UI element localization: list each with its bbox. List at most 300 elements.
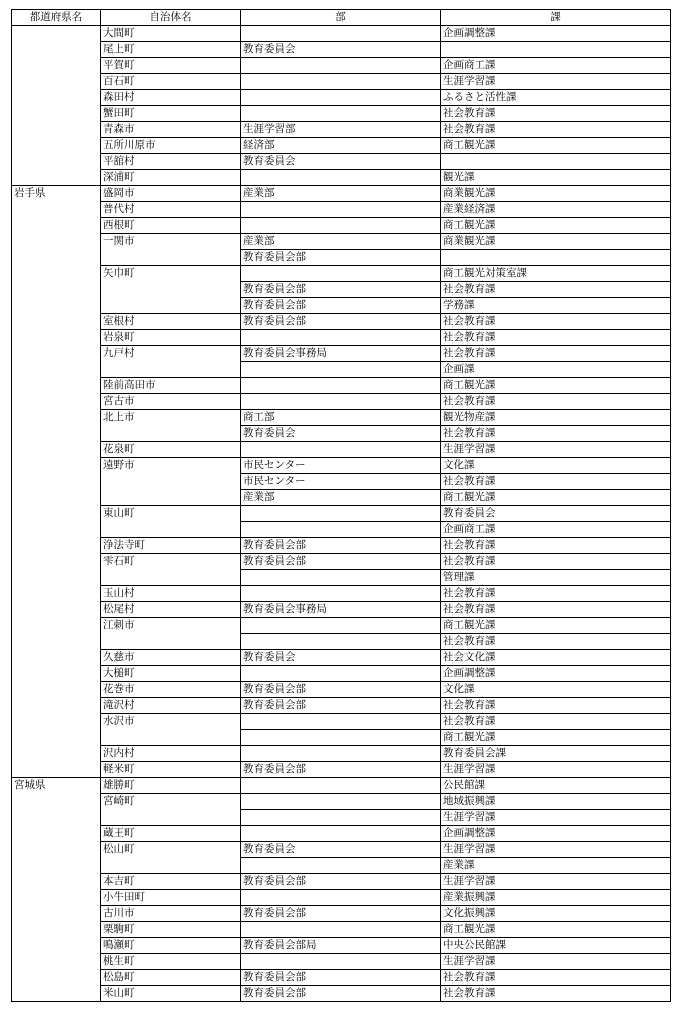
table-row: [12, 586, 671, 602]
section-cell: 社会教育課: [441, 282, 671, 298]
prefecture-cell: [12, 330, 101, 346]
department-cell: 産業部: [241, 490, 441, 506]
municipality-cell: 遠野市: [101, 458, 241, 474]
department-cell: 教育委員会部: [241, 554, 441, 570]
municipality-cell: [101, 522, 241, 538]
section-cell: [441, 42, 671, 58]
municipality-cell: [101, 490, 241, 506]
municipality-cell: 森田村: [101, 90, 241, 106]
section-cell: 企画商工課: [441, 58, 671, 74]
section-cell: 地域振興課: [441, 794, 671, 810]
table-row: [12, 234, 671, 250]
prefecture-cell: [12, 506, 101, 522]
municipality-cell: 尾上町: [101, 42, 241, 58]
prefecture-cell: [12, 570, 101, 586]
department-cell: [241, 266, 441, 282]
prefecture-cell: [12, 346, 101, 362]
section-cell: 商業観光課: [441, 234, 671, 250]
section-cell: 商工観光課: [441, 378, 671, 394]
municipality-cell: 松島町: [101, 970, 241, 986]
department-cell: [241, 634, 441, 650]
section-cell: 企画課: [441, 362, 671, 378]
header-prefecture: 都道府県名: [12, 10, 101, 26]
department-cell: 教育委員会部: [241, 314, 441, 330]
prefecture-cell: [12, 938, 101, 954]
prefecture-cell: [12, 202, 101, 218]
prefecture-cell: [12, 490, 101, 506]
department-cell: [241, 202, 441, 218]
header-section: 課: [441, 10, 671, 26]
table-row: [12, 858, 671, 874]
table-row: [12, 90, 671, 106]
section-cell: 生涯学習課: [441, 874, 671, 890]
prefecture-cell: [12, 602, 101, 618]
municipality-table: [11, 9, 671, 1002]
table-row: [12, 602, 671, 618]
prefecture-cell: [12, 362, 101, 378]
table-row: [12, 314, 671, 330]
municipality-cell: [101, 474, 241, 490]
municipality-cell: 江刺市: [101, 618, 241, 634]
section-cell: 産業経済課: [441, 202, 671, 218]
municipality-cell: [101, 570, 241, 586]
section-cell: 教育委員会課: [441, 746, 671, 762]
prefecture-cell: [12, 858, 101, 874]
municipality-cell: 大間町: [101, 26, 241, 42]
prefecture-cell: [12, 874, 101, 890]
prefecture-cell: [12, 250, 101, 266]
department-cell: [241, 746, 441, 762]
table-row: [12, 74, 671, 90]
department-cell: 教育委員会事務局: [241, 602, 441, 618]
section-cell: 産業課: [441, 858, 671, 874]
department-cell: 市民センター: [241, 458, 441, 474]
prefecture-cell: [12, 826, 101, 842]
municipality-cell: 雄勝町: [101, 778, 241, 794]
table-row: [12, 666, 671, 682]
prefecture-cell: [12, 90, 101, 106]
table-row: [12, 746, 671, 762]
section-cell: 観光物産課: [441, 410, 671, 426]
section-cell: 中央公民館課: [441, 938, 671, 954]
section-cell: 社会教育課: [441, 554, 671, 570]
prefecture-cell: [12, 234, 101, 250]
municipality-cell: 岩泉町: [101, 330, 241, 346]
prefecture-cell: [12, 746, 101, 762]
table-row: [12, 906, 671, 922]
section-cell: 社会教育課: [441, 970, 671, 986]
department-cell: [241, 714, 441, 730]
municipality-cell: 蔵王町: [101, 826, 241, 842]
prefecture-cell: [12, 890, 101, 906]
section-cell: 生涯学習課: [441, 762, 671, 778]
municipality-cell: 松尾村: [101, 602, 241, 618]
table-row: [12, 394, 671, 410]
department-cell: [241, 106, 441, 122]
municipality-cell: 滝沢村: [101, 698, 241, 714]
municipality-cell: [101, 362, 241, 378]
municipality-cell: 五所川原市: [101, 138, 241, 154]
table-row: [12, 346, 671, 362]
prefecture-cell: [12, 538, 101, 554]
section-cell: 社会教育課: [441, 602, 671, 618]
table-row: [12, 634, 671, 650]
section-cell: 生涯学習課: [441, 842, 671, 858]
municipality-cell: 栗駒町: [101, 922, 241, 938]
prefecture-cell: [12, 314, 101, 330]
table-row: [12, 730, 671, 746]
table-row: [12, 698, 671, 714]
prefecture-cell: [12, 954, 101, 970]
table-row: [12, 570, 671, 586]
prefecture-cell: [12, 634, 101, 650]
prefecture-cell: [12, 26, 101, 42]
municipality-cell: 玉山村: [101, 586, 241, 602]
department-cell: 経済部: [241, 138, 441, 154]
section-cell: 生涯学習課: [441, 442, 671, 458]
section-cell: 商工観光課: [441, 138, 671, 154]
department-cell: [241, 522, 441, 538]
section-cell: 文化振興課: [441, 906, 671, 922]
prefecture-cell: [12, 394, 101, 410]
prefecture-cell: [12, 106, 101, 122]
municipality-cell: 蟹田町: [101, 106, 241, 122]
municipality-cell: 大槌町: [101, 666, 241, 682]
department-cell: [241, 954, 441, 970]
header-municipality: 自治体名: [101, 10, 241, 26]
municipality-cell: 沢内村: [101, 746, 241, 762]
prefecture-cell: [12, 282, 101, 298]
department-cell: 教育委員会事務局: [241, 346, 441, 362]
department-cell: 教育委員会部: [241, 298, 441, 314]
table-row: [12, 954, 671, 970]
municipality-cell: 本吉町: [101, 874, 241, 890]
table-row: [12, 826, 671, 842]
section-cell: 商工観光課: [441, 730, 671, 746]
department-cell: 教育委員会部: [241, 874, 441, 890]
department-cell: 教育委員会: [241, 842, 441, 858]
department-cell: [241, 506, 441, 522]
table-row: [12, 266, 671, 282]
table-row: [12, 778, 671, 794]
prefecture-cell: 岩手県: [12, 186, 101, 202]
section-cell: 生涯学習課: [441, 810, 671, 826]
municipality-cell: 矢巾町: [101, 266, 241, 282]
municipality-cell: 雫石町: [101, 554, 241, 570]
department-cell: 教育委員会部: [241, 250, 441, 266]
header-row: [12, 10, 671, 26]
table-row: [12, 170, 671, 186]
department-cell: 教育委員会部: [241, 682, 441, 698]
section-cell: 企画調整課: [441, 826, 671, 842]
department-cell: [241, 74, 441, 90]
department-cell: [241, 442, 441, 458]
municipality-cell: 古川市: [101, 906, 241, 922]
municipality-cell: [101, 858, 241, 874]
municipality-cell: 桃生町: [101, 954, 241, 970]
table-body: [12, 26, 671, 1002]
department-cell: 教育委員会: [241, 154, 441, 170]
municipality-cell: [101, 298, 241, 314]
prefecture-cell: [12, 554, 101, 570]
section-cell: 商工観光課: [441, 922, 671, 938]
prefecture-cell: [12, 810, 101, 826]
section-cell: 企画商工課: [441, 522, 671, 538]
municipality-cell: 東山町: [101, 506, 241, 522]
department-cell: 教育委員会部: [241, 538, 441, 554]
section-cell: 生涯学習課: [441, 74, 671, 90]
prefecture-cell: [12, 154, 101, 170]
municipality-cell: [101, 250, 241, 266]
table-row: [12, 106, 671, 122]
table-row: [12, 490, 671, 506]
prefecture-cell: [12, 170, 101, 186]
prefecture-cell: [12, 922, 101, 938]
municipality-cell: 小牛田町: [101, 890, 241, 906]
table-row: [12, 474, 671, 490]
department-cell: [241, 378, 441, 394]
section-cell: 文化課: [441, 682, 671, 698]
prefecture-cell: [12, 730, 101, 746]
table-row: [12, 426, 671, 442]
department-cell: [241, 730, 441, 746]
table-row: [12, 186, 671, 202]
municipality-cell: 西根町: [101, 218, 241, 234]
department-cell: [241, 794, 441, 810]
prefecture-cell: [12, 682, 101, 698]
prefecture-cell: [12, 618, 101, 634]
prefecture-cell: [12, 986, 101, 1002]
municipality-cell: 花泉町: [101, 442, 241, 458]
prefecture-cell: [12, 906, 101, 922]
table-row: [12, 122, 671, 138]
section-cell: 社会教育課: [441, 714, 671, 730]
table-row: [12, 42, 671, 58]
municipality-cell: 百石町: [101, 74, 241, 90]
section-cell: 企画調整課: [441, 666, 671, 682]
department-cell: 市民センター: [241, 474, 441, 490]
table-row: [12, 618, 671, 634]
prefecture-cell: 宮城県: [12, 778, 101, 794]
municipality-cell: 平賀町: [101, 58, 241, 74]
section-cell: 社会教育課: [441, 698, 671, 714]
department-cell: 教育委員会部: [241, 970, 441, 986]
prefecture-cell: [12, 442, 101, 458]
municipality-cell: 軽米町: [101, 762, 241, 778]
municipality-cell: 宮崎町: [101, 794, 241, 810]
table-row: [12, 890, 671, 906]
municipality-cell: 九戸村: [101, 346, 241, 362]
section-cell: 社会教育課: [441, 330, 671, 346]
table-row: [12, 810, 671, 826]
department-cell: [241, 810, 441, 826]
municipality-cell: 久慈市: [101, 650, 241, 666]
table-row: [12, 362, 671, 378]
table-row: [12, 378, 671, 394]
prefecture-cell: [12, 970, 101, 986]
table-row: [12, 218, 671, 234]
department-cell: [241, 330, 441, 346]
prefecture-cell: [12, 122, 101, 138]
department-cell: [241, 58, 441, 74]
table-row: [12, 138, 671, 154]
section-cell: 社会教育課: [441, 122, 671, 138]
department-cell: [241, 170, 441, 186]
department-cell: [241, 618, 441, 634]
header-department: 部: [241, 10, 441, 26]
prefecture-cell: [12, 714, 101, 730]
prefecture-cell: [12, 474, 101, 490]
prefecture-cell: [12, 74, 101, 90]
department-cell: 教育委員会部: [241, 762, 441, 778]
section-cell: 企画調整課: [441, 26, 671, 42]
section-cell: 管理課: [441, 570, 671, 586]
department-cell: 教育委員会部: [241, 698, 441, 714]
prefecture-cell: [12, 410, 101, 426]
municipality-cell: 盛岡市: [101, 186, 241, 202]
municipality-cell: [101, 730, 241, 746]
section-cell: 教育委員会: [441, 506, 671, 522]
prefecture-cell: [12, 522, 101, 538]
section-cell: [441, 154, 671, 170]
department-cell: 商工部: [241, 410, 441, 426]
prefecture-cell: [12, 58, 101, 74]
municipality-cell: 室根村: [101, 314, 241, 330]
table-row: [12, 410, 671, 426]
department-cell: 教育委員会: [241, 650, 441, 666]
prefecture-cell: [12, 378, 101, 394]
section-cell: 産業振興課: [441, 890, 671, 906]
department-cell: [241, 666, 441, 682]
table-row: [12, 714, 671, 730]
table-row: [12, 650, 671, 666]
table-row: [12, 938, 671, 954]
department-cell: [241, 26, 441, 42]
department-cell: [241, 362, 441, 378]
municipality-cell: 米山町: [101, 986, 241, 1002]
section-cell: 商業観光課: [441, 186, 671, 202]
prefecture-cell: [12, 426, 101, 442]
municipality-cell: 深浦町: [101, 170, 241, 186]
table-row: [12, 794, 671, 810]
department-cell: [241, 858, 441, 874]
table-row: [12, 682, 671, 698]
municipality-cell: 水沢市: [101, 714, 241, 730]
section-cell: 生涯学習課: [441, 954, 671, 970]
prefecture-cell: [12, 458, 101, 474]
section-cell: 文化課: [441, 458, 671, 474]
prefecture-cell: [12, 650, 101, 666]
municipality-cell: [101, 634, 241, 650]
municipality-cell: 陸前高田市: [101, 378, 241, 394]
table-row: [12, 874, 671, 890]
municipality-cell: [101, 810, 241, 826]
department-cell: [241, 922, 441, 938]
section-cell: 社会教育課: [441, 106, 671, 122]
prefecture-cell: [12, 42, 101, 58]
section-cell: 社会文化課: [441, 650, 671, 666]
department-cell: [241, 90, 441, 106]
section-cell: 商工観光対策室課: [441, 266, 671, 282]
table-row: [12, 970, 671, 986]
prefecture-cell: [12, 138, 101, 154]
section-cell: [441, 250, 671, 266]
department-cell: 産業部: [241, 186, 441, 202]
prefecture-cell: [12, 842, 101, 858]
section-cell: 社会教育課: [441, 538, 671, 554]
prefecture-cell: [12, 698, 101, 714]
department-cell: 教育委員会部: [241, 282, 441, 298]
section-cell: 観光課: [441, 170, 671, 186]
prefecture-cell: [12, 218, 101, 234]
table-row: [12, 842, 671, 858]
department-cell: 教育委員会部: [241, 906, 441, 922]
section-cell: 社会教育課: [441, 314, 671, 330]
department-cell: [241, 218, 441, 234]
table-row: [12, 458, 671, 474]
table-row: [12, 330, 671, 346]
table-row: [12, 762, 671, 778]
municipality-cell: [101, 282, 241, 298]
municipality-cell: 松山町: [101, 842, 241, 858]
section-cell: 社会教育課: [441, 346, 671, 362]
prefecture-cell: [12, 586, 101, 602]
table-row: [12, 506, 671, 522]
table-row: [12, 538, 671, 554]
department-cell: 教育委員会部局: [241, 938, 441, 954]
table-row: [12, 250, 671, 266]
table-row: [12, 26, 671, 42]
municipality-cell: 宮古市: [101, 394, 241, 410]
prefecture-cell: [12, 298, 101, 314]
section-cell: 社会教育課: [441, 586, 671, 602]
municipality-cell: 北上市: [101, 410, 241, 426]
municipality-cell: 青森市: [101, 122, 241, 138]
prefecture-cell: [12, 666, 101, 682]
section-cell: ふるさと活性課: [441, 90, 671, 106]
department-cell: 教育委員会: [241, 426, 441, 442]
municipality-cell: [101, 426, 241, 442]
section-cell: 学務課: [441, 298, 671, 314]
department-cell: [241, 570, 441, 586]
section-cell: 社会教育課: [441, 394, 671, 410]
municipality-cell: 普代村: [101, 202, 241, 218]
department-cell: [241, 826, 441, 842]
table-row: [12, 58, 671, 74]
department-cell: 教育委員会部: [241, 986, 441, 1002]
section-cell: 商工観光課: [441, 618, 671, 634]
department-cell: [241, 890, 441, 906]
prefecture-cell: [12, 762, 101, 778]
table-row: [12, 202, 671, 218]
prefecture-cell: [12, 794, 101, 810]
department-cell: [241, 778, 441, 794]
section-cell: 社会教育課: [441, 426, 671, 442]
section-cell: 商工観光課: [441, 218, 671, 234]
table-row: [12, 922, 671, 938]
table-row: [12, 522, 671, 538]
table-row: [12, 554, 671, 570]
prefecture-cell: [12, 266, 101, 282]
section-cell: 社会教育課: [441, 634, 671, 650]
department-cell: [241, 394, 441, 410]
department-cell: 産業部: [241, 234, 441, 250]
department-cell: [241, 586, 441, 602]
table-row: [12, 282, 671, 298]
department-cell: 教育委員会: [241, 42, 441, 58]
section-cell: 社会教育課: [441, 474, 671, 490]
municipality-cell: 平舘村: [101, 154, 241, 170]
